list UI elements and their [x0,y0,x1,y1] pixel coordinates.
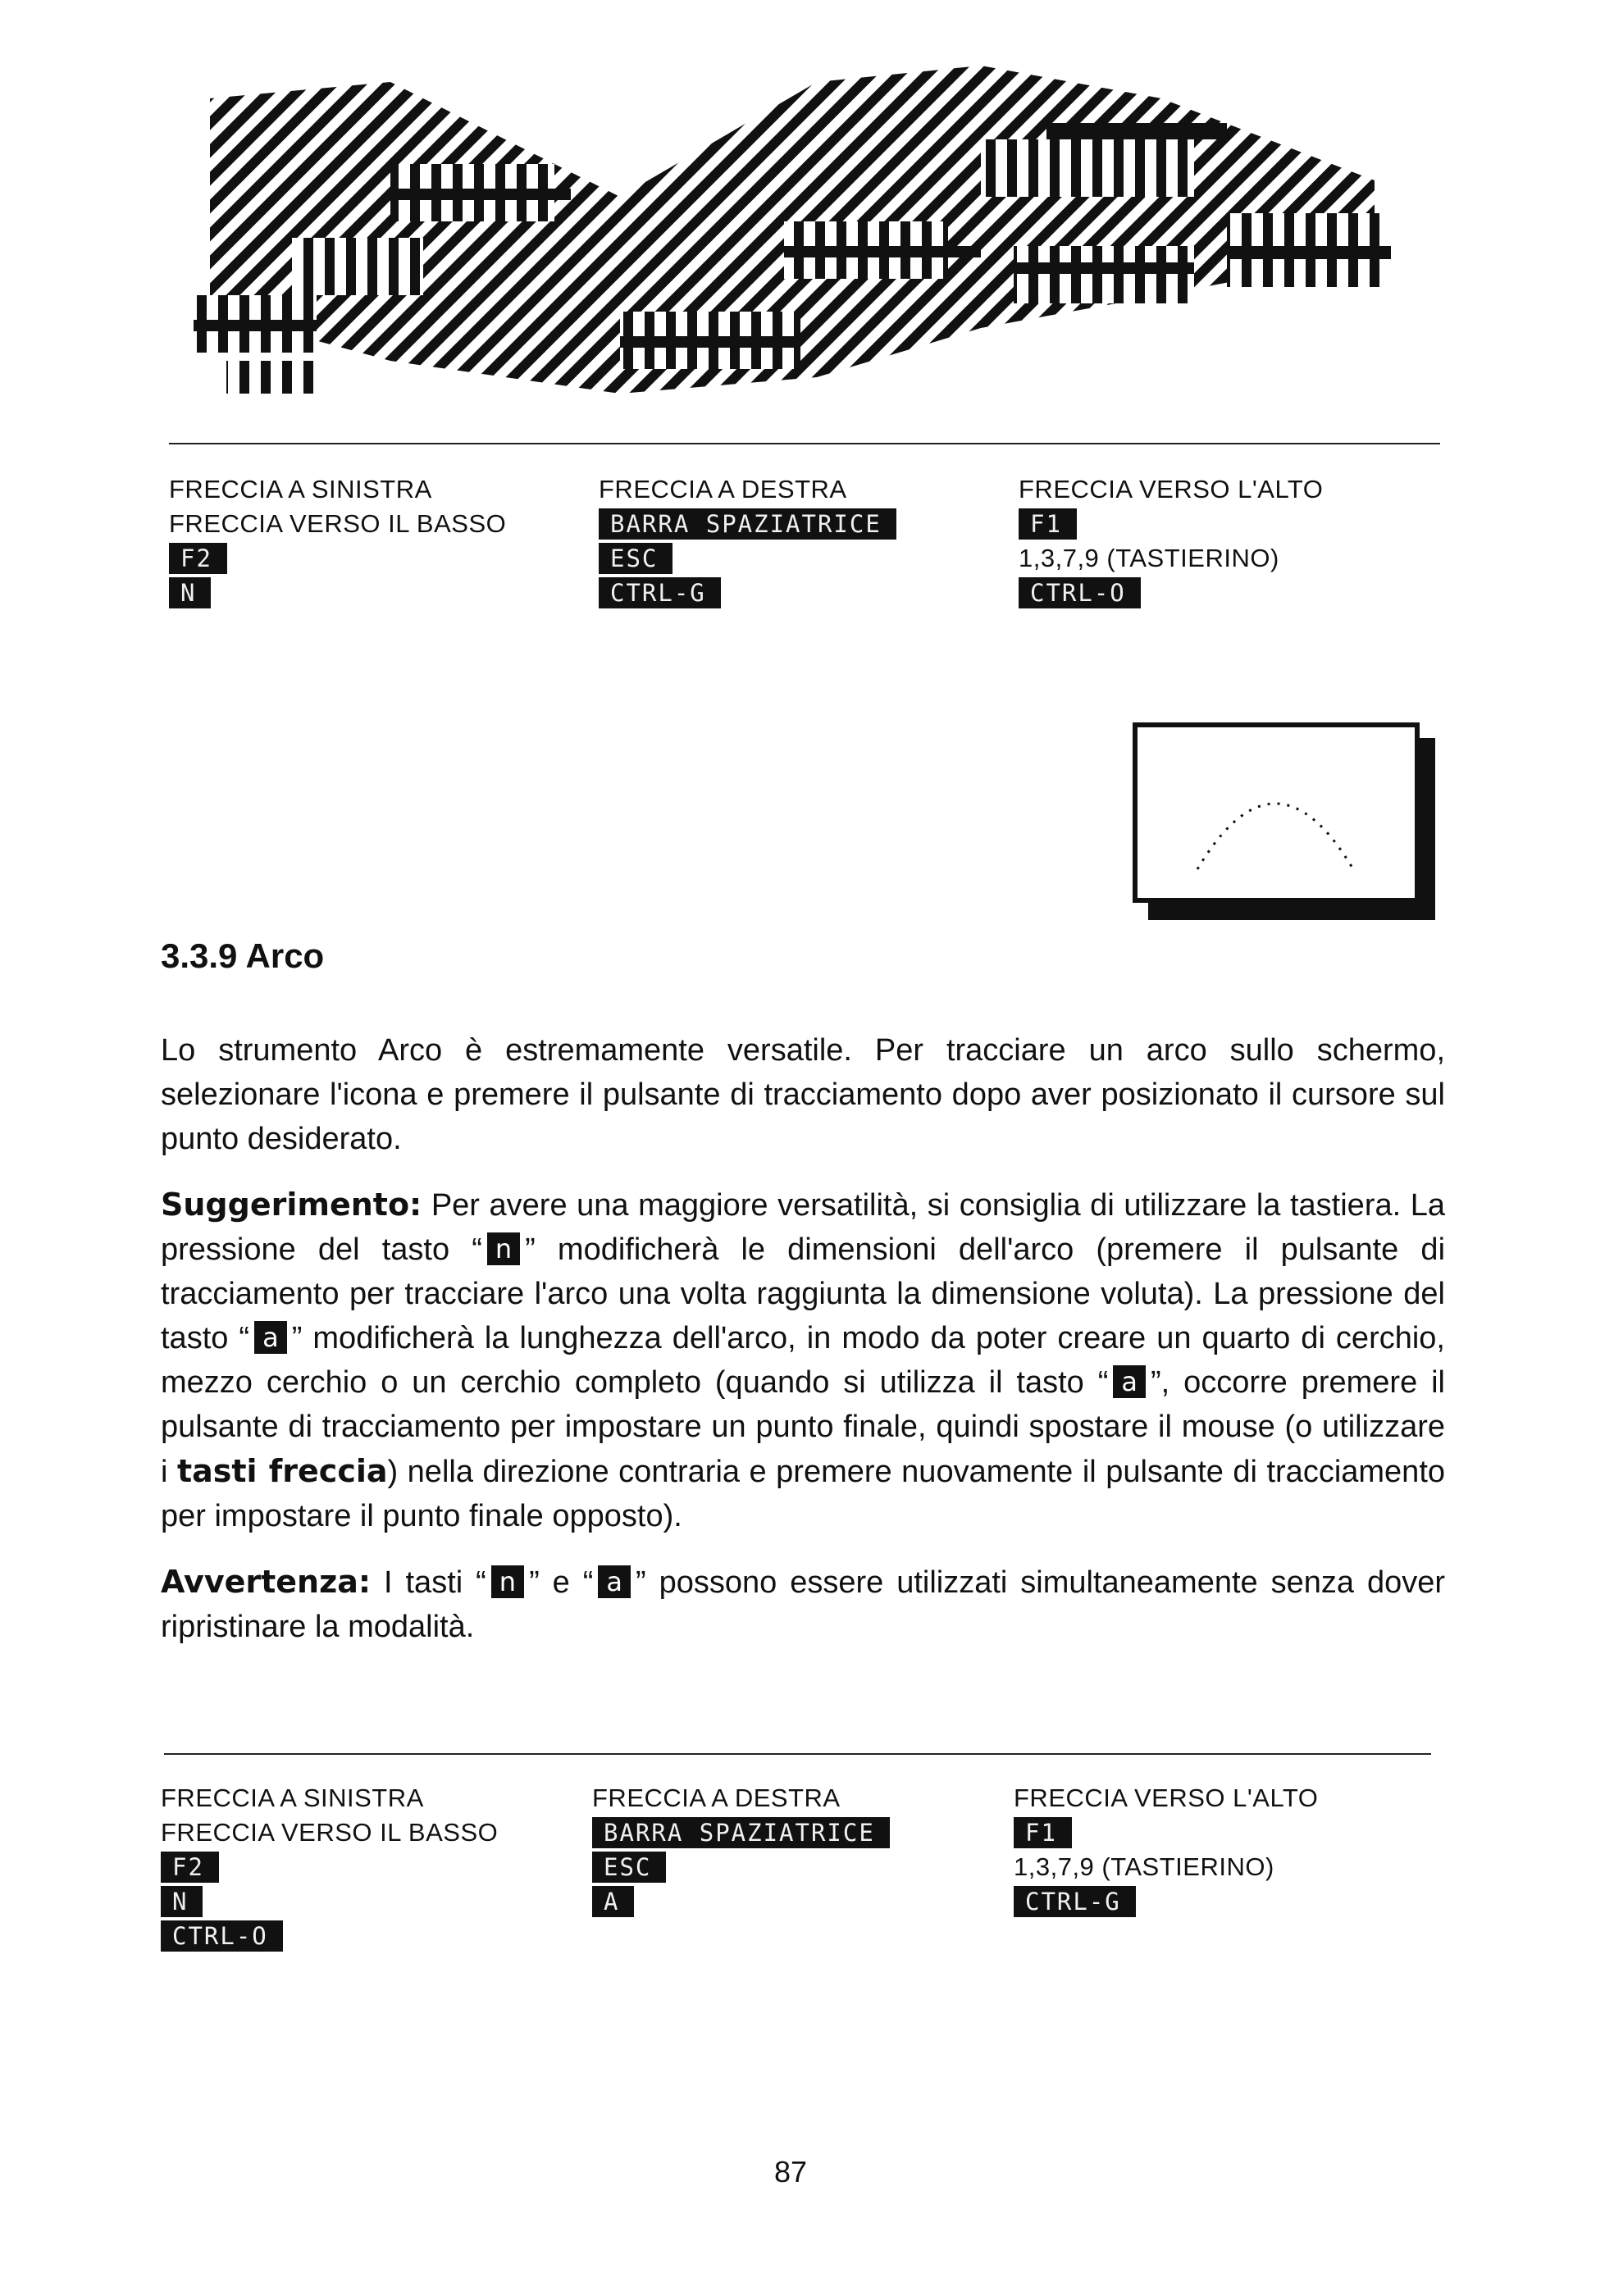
keycap: A [592,1886,634,1917]
key-label: FRECCIA VERSO L'ALTO [1014,1784,1319,1812]
keycap: F2 [161,1852,219,1883]
keycap: BARRA SPAZIATRICE [592,1817,890,1848]
key-label: FRECCIA A DESTRA [592,1784,841,1812]
key-label: FRECCIA A DESTRA [599,475,847,503]
key-label: 1,3,7,9 (TASTIERINO) [1014,1852,1274,1881]
keycap: N [161,1886,203,1917]
key-label: FRECCIA VERSO L'ALTO [1019,475,1324,503]
bottom-key-column-2 [592,1781,890,1919]
top-divider [169,443,1440,444]
key-n-icon: n [491,1565,524,1598]
keycap: ESC [592,1852,666,1883]
bottom-divider [164,1753,1431,1755]
keycap: BARRA SPAZIATRICE [599,508,896,540]
keycap: CTRL-O [1019,577,1141,608]
keycap: CTRL-G [599,577,721,608]
arc-tool-icon [1132,722,1443,927]
bottom-key-column-3 [1014,1781,1318,1919]
key-label: 1,3,7,9 (TASTIERINO) [1019,544,1279,572]
key-a-icon: a [254,1321,287,1354]
key-label: FRECCIA VERSO IL BASSO [169,509,507,538]
hatched-band-illustration [194,49,1407,394]
arrow-keys-text: tasti freccia [176,1453,388,1489]
keycap: F1 [1014,1817,1072,1848]
top-key-column-2 [599,472,896,610]
intro-paragraph: Lo strumento Arco è estremamente versatile. Per tracciare un arco sullo schermo, selezionare l'icona e premere il pulsante di tracciamento dopo aver posizionato il cursore sul punto desiderato. [161,1033,1445,1156]
keycap: N [169,577,211,608]
keycap: F1 [1019,508,1077,540]
keycap: F2 [169,543,227,574]
keycap: ESC [599,543,672,574]
hint-paragraph: Suggerimento: Per avere una maggiore versatilità, si consiglia di utilizzare la tastiera. La pressione del tasto “ n ” modificherà le dimensioni dell'arco (premere il pulsante di tracciamento per tracciare l'arco una volta raggiunta la dimensione voluta). La pressione del tasto “ a ” modificherà la lunghezza dell'arco, in modo da poter creare un quarto di cerchio, mezzo cerchio o un cerchio completo (quando si utilizza il tasto “ a ”, occorre premere il pulsante di tracciamento per impostare un punto finale, quindi spostare il mouse (o utilizzare i tasti freccia) nella direzione contraria e premere nuovamente il pulsante di tracciamento per impostare il punto finale opposto). [161,1187,1446,1533]
section-body [161,1028,1445,1670]
section-title: 3.3.9 Arco [161,936,325,975]
key-n-icon: n [487,1232,520,1265]
warning-label: Avvertenza: [161,1564,372,1600]
warning-paragraph: Avvertenza: I tasti “ n ” e “ a ” possono essere utilizzati simultaneamente senza dover ripristinare la modalità. [161,1564,1445,1644]
key-a-icon: a [1113,1365,1146,1398]
key-label: FRECCIA VERSO IL BASSO [161,1818,499,1847]
hint-label: Suggerimento: [161,1187,422,1223]
key-a-icon: a [598,1565,631,1598]
keycap: CTRL-O [161,1920,283,1952]
bottom-key-column-1 [161,1781,498,1953]
key-label: FRECCIA A SINISTRA [161,1784,424,1812]
top-key-column-1 [169,472,506,610]
page-number: 87 [774,2155,808,2189]
top-key-column-3 [1019,472,1323,610]
keycap: CTRL-G [1014,1886,1136,1917]
key-label: FRECCIA A SINISTRA [169,475,432,503]
